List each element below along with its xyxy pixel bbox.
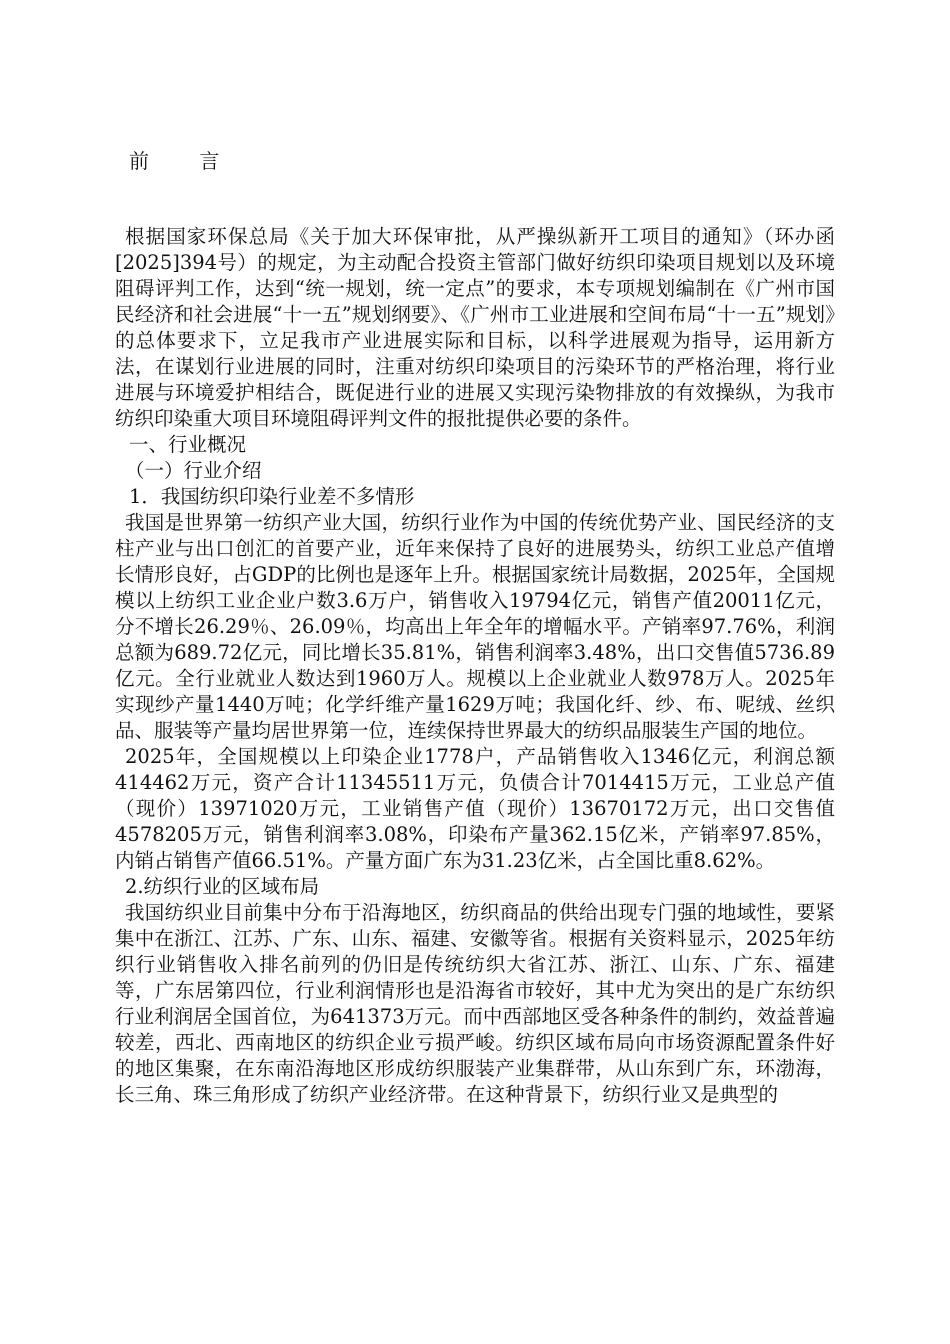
subheading-national-situation: 1．我国纺织印染行业差不多情形 xyxy=(129,485,415,508)
paragraph-dyeing-enterprises: 2025年，全国规模以上印染企业1778户，产品销售收入1346亿元，利润总额414462万元，资产合计11345511万元，负债合计7014415万元，工业总产值（现价）13971020万元，工业销售产值（现价）13670172万元，出口交售值4578205万元，销售利润率3.08%，印染布产量362.15亿米，产销率97.85%，内销占销售产值66.51%。产量方面广东为31.23亿米，占全国比重8.62%。 xyxy=(115,745,835,872)
document-title: 前 言 xyxy=(129,149,242,173)
document-page xyxy=(115,146,835,1108)
intro-paragraph: 根据国家环保总局《关于加大环保审批，从严操纵新开工项目的通知》（环办函[2025]394号）的规定，为主动配合投资主管部门做好纺织印染项目规划以及环境阻碍评判工作，达到“统一规划，统一定点”的要求，本专项规划编制在《广州市国民经济和社会进展“十一五”规划纲要》、《广州市工业进展和空间布局“十一五”规划》的总体要求下，立足我市产业进展实际和目标，以科学进展观为指导，运用新方法，在谋划行业进展的同时，注重对纺织印染项目的污染环节的严格治理，将行业进展与环境爱护相结合，既促进行业的进展又实现污染物排放的有效操纵，为我市纺织印染重大项目环境阻碍评判文件的报批提供必要的条件。 xyxy=(115,225,835,430)
paragraph-national-textile: 我国是世界第一纺织产业大国，纺织行业作为中国的传统优势产业、国民经济的支柱产业与出口创汇的首要产业，近年来保持了良好的进展势头，纺织工业总产值增长情形良好，占GDP的比例也是逐年上升。根据国家统计局数据，2025年，全国规模以上纺织工业企业户数3.6万户，销售收入19794亿元，销售产值20011亿元，分不增长26.29％、26.09％，均高出上年全年的增幅水平。产销率97.76%，利润总额为689.72亿元，同比增长35.81%，销售利润率3.48%，出口交售值5736.89亿元。全行业就业人数达到1960万人。规模以上企业就业人数978万人。2025年实现纱产量1440万吨；化学纤维产量1629万吨；我国化纤、纱、布、呢绒、丝织品、服装等产量均居世界第一位，连续保持世界最大的纺织品服装生产国的地位。 xyxy=(115,511,835,742)
subsection-heading-industry-intro: （一）行业介绍 xyxy=(125,459,262,482)
subheading-regional-layout: 2.纺织行业的区域布局 xyxy=(125,875,320,898)
paragraph-regional-layout: 我国纺织业目前集中分布于沿海地区，纺织商品的供给出现专门强的地域性，要紧集中在浙江、江苏、广东、山东、福建、安徽等省。根据有关资料显示，2025年纺织行业销售收入排名前列的仍旧是传统纺织大省江苏、浙江、山东、广东、福建等，广东居第四位，行业利润情形也是沿海省市较好，其中尤为突出的是广东纺织行业利润居全国首位，为641373万元。而中西部地区受各种条件的制约，效益普遍较差，西北、西南地区的纺织企业亏损严峻。纺织区域布局向市场资源配置条件好的地区集聚，在东南沿海地区形成纺织服装产业集群带，从山东到广东，环渤海，长三角、珠三角形成了纺织产业经济带。在这种背景下，纺织行业又是典型的 xyxy=(115,901,835,1106)
section-heading-industry-overview: 一、行业概况 xyxy=(129,433,247,456)
